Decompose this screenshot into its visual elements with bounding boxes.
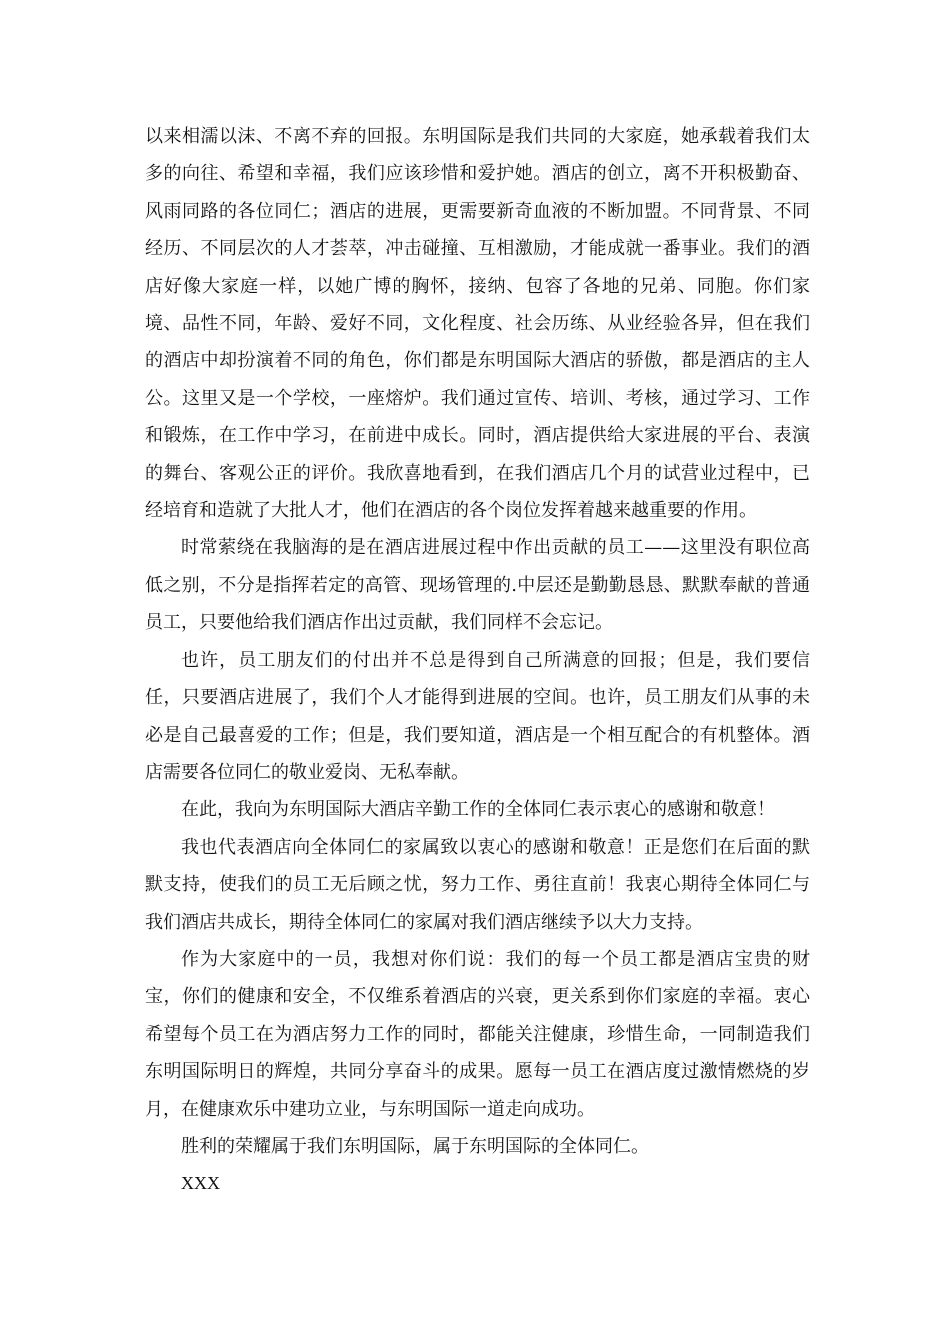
paragraph-4: 在此，我向为东明国际大酒店辛勤工作的全体同仁表示衷心的感谢和敬意！ xyxy=(181,799,775,821)
paragraph-1: 以来相濡以沫、不离不弃的回报。东明国际是我们共同的大家庭，她承载着我们太多的向往、希望和幸福，我们应该珍惜和爱护她。酒店的创立，离不开积极勤奋、风雨同路的各位同仁；酒店的进展，更需要新奇血液的不断加盟。不同背景、不同经历、不同层次的人才荟萃，冲击碰撞、互相激励，才能成就一番事业。我们的酒店好像大家庭一样，以她广博的胸怀，接纳、包容了各地的兄弟、同胞。你们家境、品性不同，年龄、爱好不同，文化程度、社会历练、从业经验各异，但在我们的酒店中却扮演着不同的角色，你们都是东明国际大酒店的骄傲，都是酒店的主人公。这里又是一个学校，一座熔炉。我们通过宣传、培训、考核，通过学习、工作和锻炼，在工作中学习，在前进中成长。同时，酒店提供给大家进展的平台、表演的舞台、客观公正的评价。我欣喜地看到，在我们酒店几个月的试营业过程中，已经培育和造就了大批人才，他们在酒店的各个岗位发挥着越来越重要的作用。 xyxy=(145,126,810,522)
paragraph-6: 作为大家庭中的一员，我想对你们说：我们的每一个员工都是酒店宝贵的财宝，你们的健康和安全，不仅维系着酒店的兴衰，更关系到你们家庭的幸福。衷心希望每个员工在为酒店努力工作的同时，都能关注健康，珍惜生命，一同制造我们东明国际明日的辉煌，共同分享奋斗的成果。愿每一员工在酒店度过激情燃烧的岁月，在健康欢乐中建功立业，与东明国际一道走向成功。 xyxy=(145,948,810,1120)
paragraph-2: 时常萦绕在我脑海的是在酒店进展过程中作出贡献的员工——这里没有职位高低之别，不分是指挥若定的高管、现场管理的.中层还是勤勤恳恳、默默奉献的普通员工，只要他给我们酒店作出过贡献，我们同样不会忘记。 xyxy=(145,537,810,634)
document-page xyxy=(145,118,810,1203)
paragraph-3: 也许，员工朋友们的付出并不总是得到自己所满意的回报；但是，我们要信任，只要酒店进展了，我们个人才能得到进展的空间。也许，员工朋友们从事的未必是自己最喜爱的工作；但是，我们要知道，酒店是一个相互配合的有机整体。酒店需要各位同仁的敬业爱岗、无私奉献。 xyxy=(145,649,810,783)
paragraph-7: 胜利的荣耀属于我们东明国际，属于东明国际的全体同仁。 xyxy=(181,1135,649,1157)
paragraph-5: 我也代表酒店向全体同仁的家属致以衷心的感谢和敬意！正是您们在后面的默默支持，使我们的员工无后顾之忧，努力工作、勇往直前！我衷心期待全体同仁与我们酒店共成长，期待全体同仁的家属对我们酒店继续予以大力支持。 xyxy=(145,836,810,933)
signature: XXX xyxy=(181,1173,220,1194)
